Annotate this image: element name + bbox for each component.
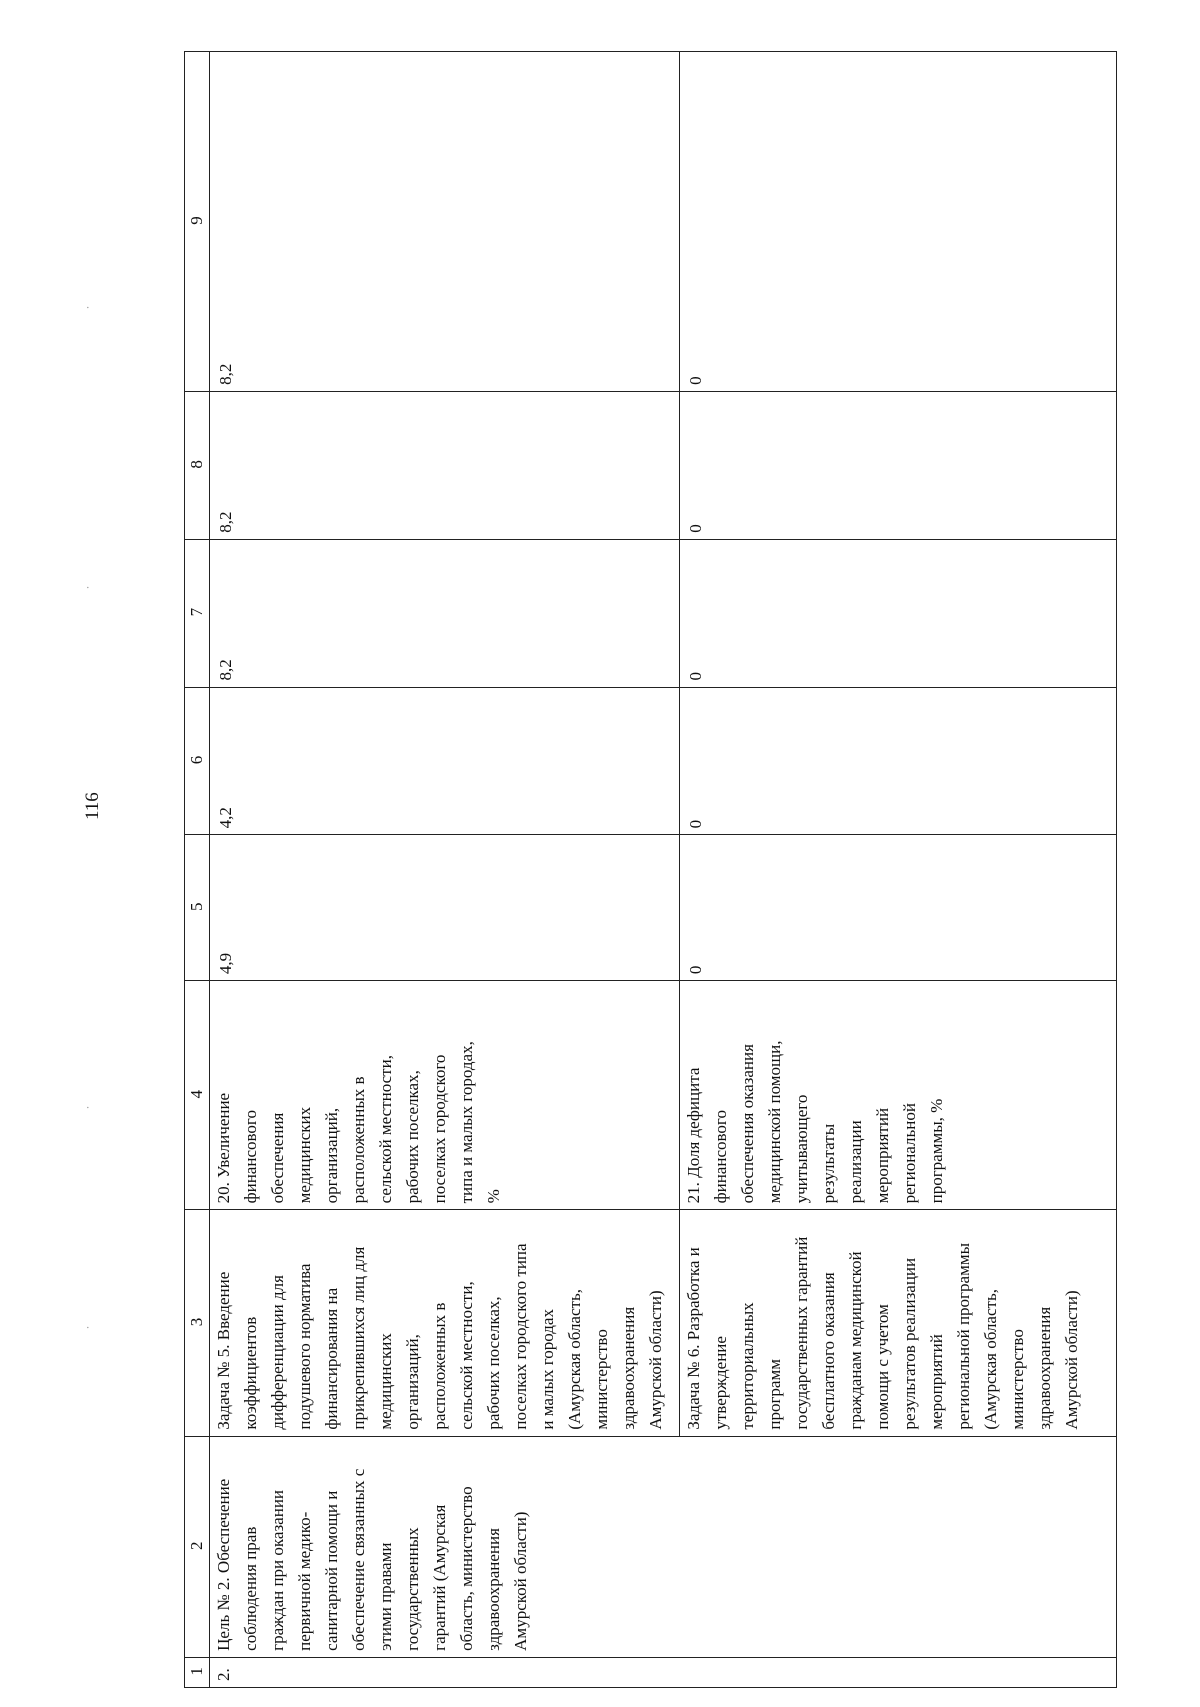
- header-cell-8: 8: [185, 391, 210, 539]
- header-cell-7: 7: [185, 539, 210, 687]
- header-cell-4: 4: [185, 981, 210, 1210]
- header-cell-9: 9: [185, 52, 210, 392]
- value-cell-6: 0: [680, 687, 1117, 835]
- header-cell-1: 1: [185, 1657, 210, 1687]
- goal-cell: Цель № 2. Обеспечение соблюдения прав граждан при оказании первичной медико- санитарной помощи и обеспечение связанных с этими правами государственных гарантий (Амурская область, министерство здравоохранения Амурской области): [210, 1436, 1117, 1657]
- value-cell-6: 4,2: [210, 687, 680, 835]
- value-cell-8: 8,2: [210, 391, 680, 539]
- value-cell-9: 8,2: [210, 52, 680, 392]
- header-cell-6: 6: [185, 687, 210, 835]
- value-cell-5: 0: [680, 835, 1117, 981]
- header-cell-3: 3: [185, 1210, 210, 1436]
- task-cell: Задача № 5. Введение коэффициентов дифференциации для подушевого норматива финансирования на прикрепившихся лиц для медицинских организаций, расположенных в сельской местности, рабочих поселках, поселках городского типа и малых городах (Амурская область, министерство здравоохранения Амурской области): [210, 1210, 680, 1436]
- value-cell-7: 0: [680, 539, 1117, 687]
- value-cell-8: 0: [680, 391, 1117, 539]
- value-cell-7: 8,2: [210, 539, 680, 687]
- table-row: [210, 52, 680, 1688]
- header-cell-2: 2: [185, 1436, 210, 1657]
- indicator-cell: 20. Увеличение финансового обеспечения медицинских организаций, расположенных в сельской местности, рабочих поселках, поселках городского типа и малых городах, %: [210, 981, 680, 1210]
- indicators-table: [184, 51, 1117, 1688]
- row-number-cell: 2.: [210, 1657, 1117, 1687]
- value-cell-9: 0: [680, 52, 1117, 392]
- page-number: 116: [82, 792, 103, 820]
- header-cell-5: 5: [185, 835, 210, 981]
- header-row: [185, 52, 210, 1688]
- value-cell-5: 4,9: [210, 835, 680, 981]
- indicator-cell: 21. Доля дефицита финансового обеспечения оказания медицинской помощи, учитывающего результаты реализации мероприятий региональной программы, %: [680, 981, 1117, 1210]
- indicators-table-container: [184, 51, 1117, 1688]
- task-cell: Задача № 6. Разработка и утверждение территориальных программ государственных гарантий бесплатного оказания гражданам медицинской помощи с учетом результатов реализации мероприятий региональной программы (Амурская область, министерство здравоохранения Амурской области): [680, 1210, 1117, 1436]
